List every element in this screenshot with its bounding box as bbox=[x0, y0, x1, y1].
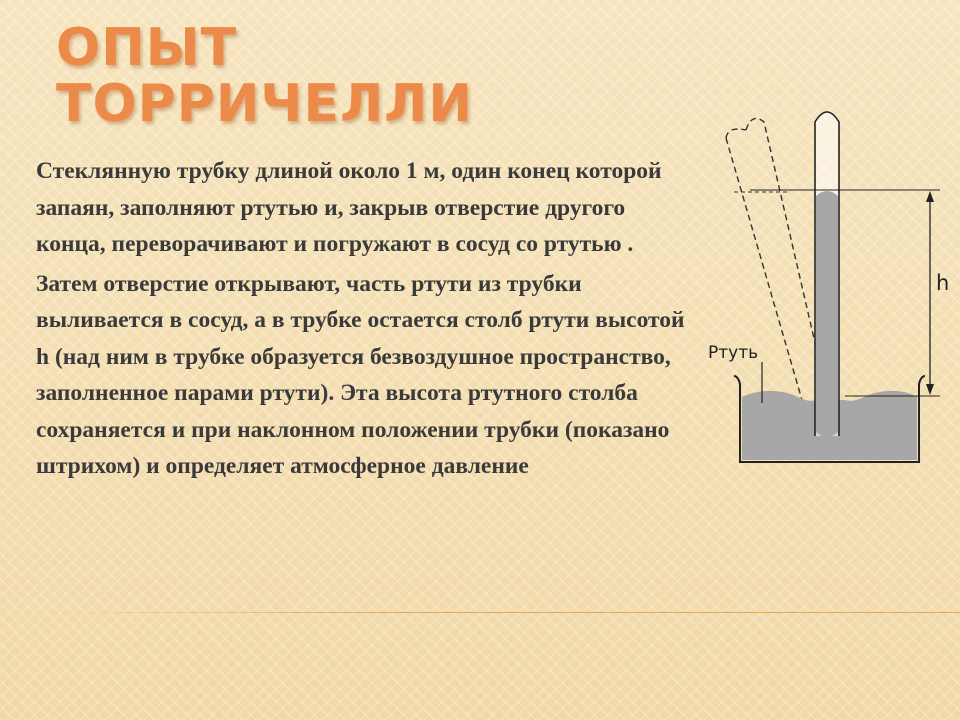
divider-line bbox=[40, 612, 960, 613]
label-mercury: Ртуть bbox=[708, 343, 759, 363]
height-arrow bbox=[926, 191, 934, 395]
paragraph-2: Затем отверстие открывают, часть ртути из трубки выливается в сосуд, а в трубке остается столб ртути высотой h (над ним в трубке образуется безвоздушное пространство, заполненное парами ртути). Эта высота ртутного столба сохраняется и при наклонном положении трубки (показано штрихом) и определяет атмосферное давление bbox=[36, 270, 685, 479]
torricelli-diagram bbox=[700, 100, 960, 480]
title-line-1: ОПЫТ bbox=[56, 18, 238, 78]
paragraph-1: Стеклянную трубку длиной около 1 м, один конец которой запаян, заполняют ртутью и, закрыв отверстие другого конца, переворачивают и погружают в сосуд со ртутью . bbox=[36, 158, 662, 257]
slide-title bbox=[56, 20, 473, 132]
body-text bbox=[36, 153, 686, 485]
mercury-column bbox=[816, 191, 838, 437]
title-line-2: ТОРРИЧЕЛЛИ bbox=[56, 74, 473, 134]
label-height: h bbox=[936, 271, 950, 295]
